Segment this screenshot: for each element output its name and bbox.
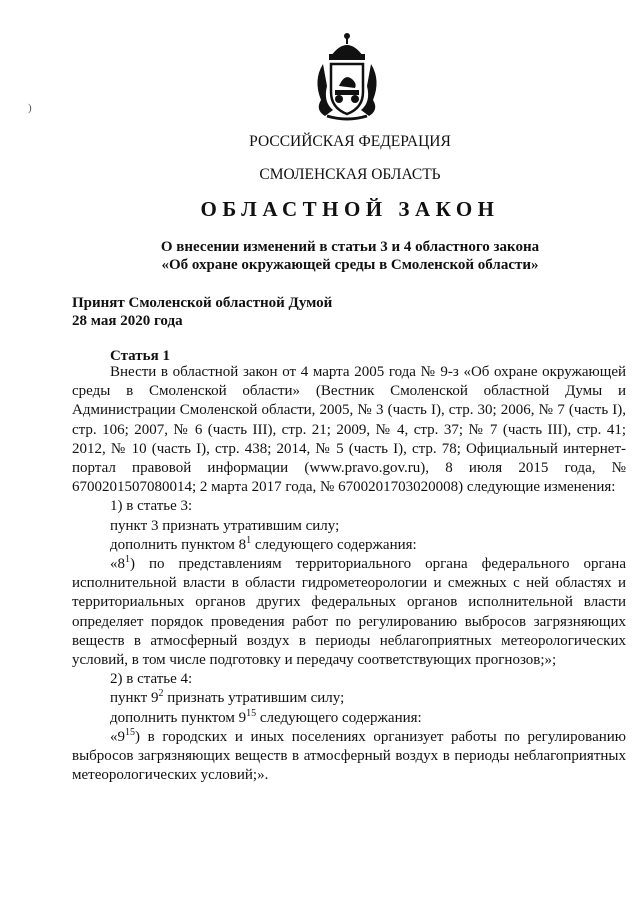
quote-1-open: «8 bbox=[110, 556, 125, 573]
law-subtitle-line-1: О внесении изменений в статьи 3 и 4 областного закона bbox=[160, 239, 540, 255]
list-item-1a: пункт 3 признать утратившим силу; bbox=[110, 517, 340, 534]
list-item-2b-pre: дополнить пунктом 9 bbox=[110, 709, 247, 726]
margin-mark: ) bbox=[28, 102, 32, 114]
adoption-block bbox=[72, 294, 332, 330]
law-subtitle-line-2: «Об охране окружающей среды в Смоленской области» bbox=[161, 257, 539, 273]
quote-2-sup: 15 bbox=[125, 726, 135, 738]
list-item-1b bbox=[72, 536, 626, 555]
quote-1-text: ) по представлениям территориального органа федерального органа исполнительной власти в области гидрометеорологии и смежных с ней областях и территориальных органов других федеральных органов исполнительной власти определяет порядок проведения работ по регулированию выбросов загрязняющих веществ в атмосферный воздух в периоды неблагоприятных метеорологических условий, в том числе подготовку и передачу соответствующих прогнозов;»; bbox=[72, 556, 626, 669]
list-item-1b-sup: 1 bbox=[246, 534, 252, 546]
list-item-2a-post: признать утратившим силу; bbox=[163, 690, 345, 707]
adoption-body: Принят Смоленской областной Думой bbox=[72, 295, 333, 311]
coat-of-arms-emblem-icon bbox=[309, 30, 385, 122]
list-item-1b-pre: дополнить пунктом 8 bbox=[110, 536, 247, 553]
list-item-1: 1) в статье 3: bbox=[110, 498, 193, 515]
article-intro-paragraph: Внести в областной закон от 4 марта 2005 года № 9-з «Об охране окружающей среды в Смоленской области» (Вестник Смоленской областной Думы и Администрации Смоленской области, 2005, № 3 (часть I), стр. 30; 2006, № 7 (часть I), стр. 106; 2007, № 6 (часть III), стр. 21; 2009, № 4, стр. 37; № 7 (часть III), стр. 41; 2012, № 10 (часть I), стр. 438; 2014, № 5 (часть I), стр. 78; Официальный интернет-портал правовой информации (www.pravo.gov.ru), 8 июля 2015 года, № 6700201507080014; 2 марта 2017 года, № 6700201703020008) следующие изменения: bbox=[72, 364, 626, 496]
list-item-2b bbox=[72, 709, 626, 728]
quote-paragraph-1 bbox=[72, 555, 626, 670]
list-item-2a-pre: пункт 9 bbox=[110, 690, 159, 707]
adoption-date: 28 мая 2020 года bbox=[72, 313, 183, 329]
article-body bbox=[72, 363, 626, 785]
quote-2-text: ) в городских и иных поселениях организует работы по регулированию выбросов загрязняющих веществ в атмосферный воздух в периоды неблагоприятных метеорологических условий;». bbox=[72, 728, 626, 784]
law-subtitle bbox=[0, 238, 640, 274]
quote-paragraph-2 bbox=[72, 728, 626, 786]
country-name: РОССИЙСКАЯ ФЕДЕРАЦИЯ bbox=[249, 133, 451, 150]
list-item-2: 2) в статье 4: bbox=[110, 671, 193, 688]
quote-1-sup: 1 bbox=[125, 554, 130, 566]
quote-2-open: «9 bbox=[110, 728, 125, 745]
document-title: ОБЛАСТНОЙ ЗАКОН bbox=[200, 197, 500, 221]
list-item-2b-post: следующего содержания: bbox=[256, 709, 422, 726]
list-item-2b-sup: 15 bbox=[246, 707, 257, 719]
list-item-1b-post: следующего содержания: bbox=[251, 536, 417, 553]
list-item-2a-sup: 2 bbox=[158, 688, 164, 700]
article-title: Статья 1 bbox=[110, 348, 170, 364]
list-item-2a bbox=[72, 689, 626, 708]
region-name: СМОЛЕНСКАЯ ОБЛАСТЬ bbox=[259, 166, 441, 183]
